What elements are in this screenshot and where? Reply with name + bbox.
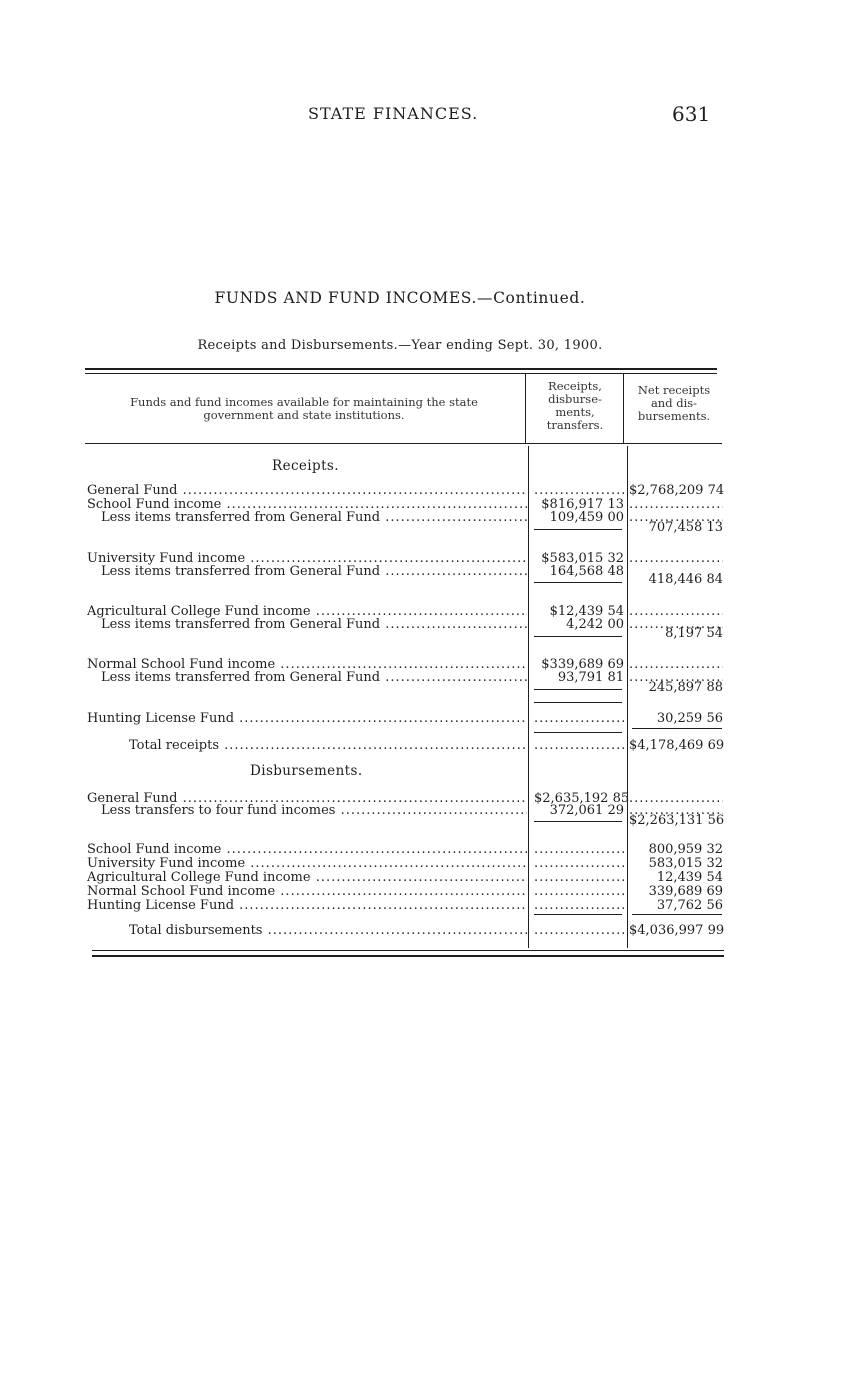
header-bottom-rule (85, 443, 722, 444)
table-subtitle: Receipts and Disbursements.—Year ending Sept. 30, 1900. (197, 338, 603, 353)
disbursements-heading: Disbursements. (250, 763, 363, 779)
row-label: General Fund ..... (87, 484, 527, 498)
row-amount: 4,242 00 (566, 617, 624, 632)
row-net: 37,762 56 (656, 898, 723, 913)
table-row (87, 498, 723, 512)
running-head (0, 104, 859, 130)
row-amount: $339,689 69 (541, 657, 624, 672)
row-label: Normal School Fund income ..... (87, 658, 527, 672)
table-top-rule (85, 368, 717, 370)
header-col1: Receipts, disburse-ments, transfers. (546, 379, 604, 432)
row-label: Less items transferred from General Fund ..... (101, 618, 527, 632)
row-amount: $12,439 54 (549, 604, 624, 619)
row-label: Less items transferred from General Fund ..... (101, 511, 527, 525)
table-row (87, 885, 723, 899)
row-net: 800,959 32 (648, 842, 723, 857)
subtotal-rule (534, 914, 622, 915)
row-net: $2,263,131 56 (629, 813, 725, 828)
row-net: 30,259 56 (656, 711, 723, 726)
row-net: $4,036,997 99 (629, 923, 725, 938)
row-net: 583,015 32 (648, 856, 723, 871)
row-label: Less items transferred from General Fund ..... (101, 565, 527, 579)
table-bottom-rule (92, 955, 724, 957)
subtotal-rule (632, 728, 722, 729)
row-net: $4,178,469 69 (629, 738, 725, 753)
page-number: 631 (672, 102, 711, 126)
table-row (87, 552, 723, 566)
row-label: Less items transferred from General Fund ..... (101, 671, 527, 685)
row-label: University Fund income ..... (87, 857, 527, 871)
row-label: Agricultural College Fund income ..... (87, 871, 527, 885)
table-row (87, 899, 723, 913)
row-net: 8,197 54 (665, 626, 723, 641)
row-amount: $816,917 13 (541, 497, 624, 512)
row-amount: 109,459 00 (549, 510, 624, 525)
table-bottom-rule-inner (92, 950, 724, 951)
row-label: General Fund ..... (87, 792, 527, 806)
row-label: Hunting License Fund ..... (87, 899, 527, 913)
row-amount: 93,791 81 (557, 670, 624, 685)
table-row (87, 871, 723, 885)
table-row (87, 573, 723, 587)
row-label: Agricultural College Fund income ..... (87, 605, 527, 619)
row-net: 707,458 13 (648, 520, 723, 535)
header-description: Funds and fund incomes available for maintaining the state government and state institutions. (130, 395, 478, 422)
receipts-heading: Receipts. (272, 458, 339, 474)
table-row (87, 857, 723, 871)
row-net: 12,439 54 (656, 870, 723, 885)
table-row (87, 843, 723, 857)
subtotal-rule (534, 732, 622, 733)
row-amount: $2,635,192 85 (534, 791, 630, 806)
table-row (87, 658, 723, 672)
row-net: 245,897 88 (648, 680, 723, 695)
table-row (87, 484, 723, 498)
row-net: 418,446 84 (648, 572, 723, 587)
header-col2: Net receipts and dis-bursements. (637, 383, 711, 423)
table-row (87, 712, 723, 726)
column-divider (623, 374, 624, 443)
row-amount: 372,061 29 (549, 803, 624, 818)
table-row (87, 814, 723, 828)
total-disbursements-row (87, 924, 723, 938)
row-label: Less transfers to four fund incomes ..... (101, 804, 527, 818)
row-label: Normal School Fund income ..... (87, 885, 527, 899)
row-label: Hunting License Fund ..... (87, 712, 527, 726)
column-divider (525, 374, 526, 443)
row-net: 339,689 69 (648, 884, 723, 899)
subtotal-rule (534, 702, 622, 703)
table-row (87, 605, 723, 619)
row-net: $2,768,209 74 (629, 483, 725, 498)
total-receipts-row (87, 739, 723, 753)
row-label: University Fund income ..... (87, 552, 527, 566)
subtotal-rule (632, 914, 722, 915)
row-amount: 164,568 48 (549, 564, 624, 579)
table-row (87, 681, 723, 695)
table-row (87, 521, 723, 535)
row-label: School Fund income ..... (87, 498, 527, 512)
table-row (87, 627, 723, 641)
row-label: Total disbursements ..... (129, 924, 527, 938)
row-label: Total receipts ..... (129, 739, 527, 753)
row-amount: $583,015 32 (541, 551, 624, 566)
running-title: STATE FINANCES. (308, 104, 479, 123)
page-title: FUNDS AND FUND INCOMES.—Continued. (214, 289, 586, 307)
row-label: School Fund income ..... (87, 843, 527, 857)
